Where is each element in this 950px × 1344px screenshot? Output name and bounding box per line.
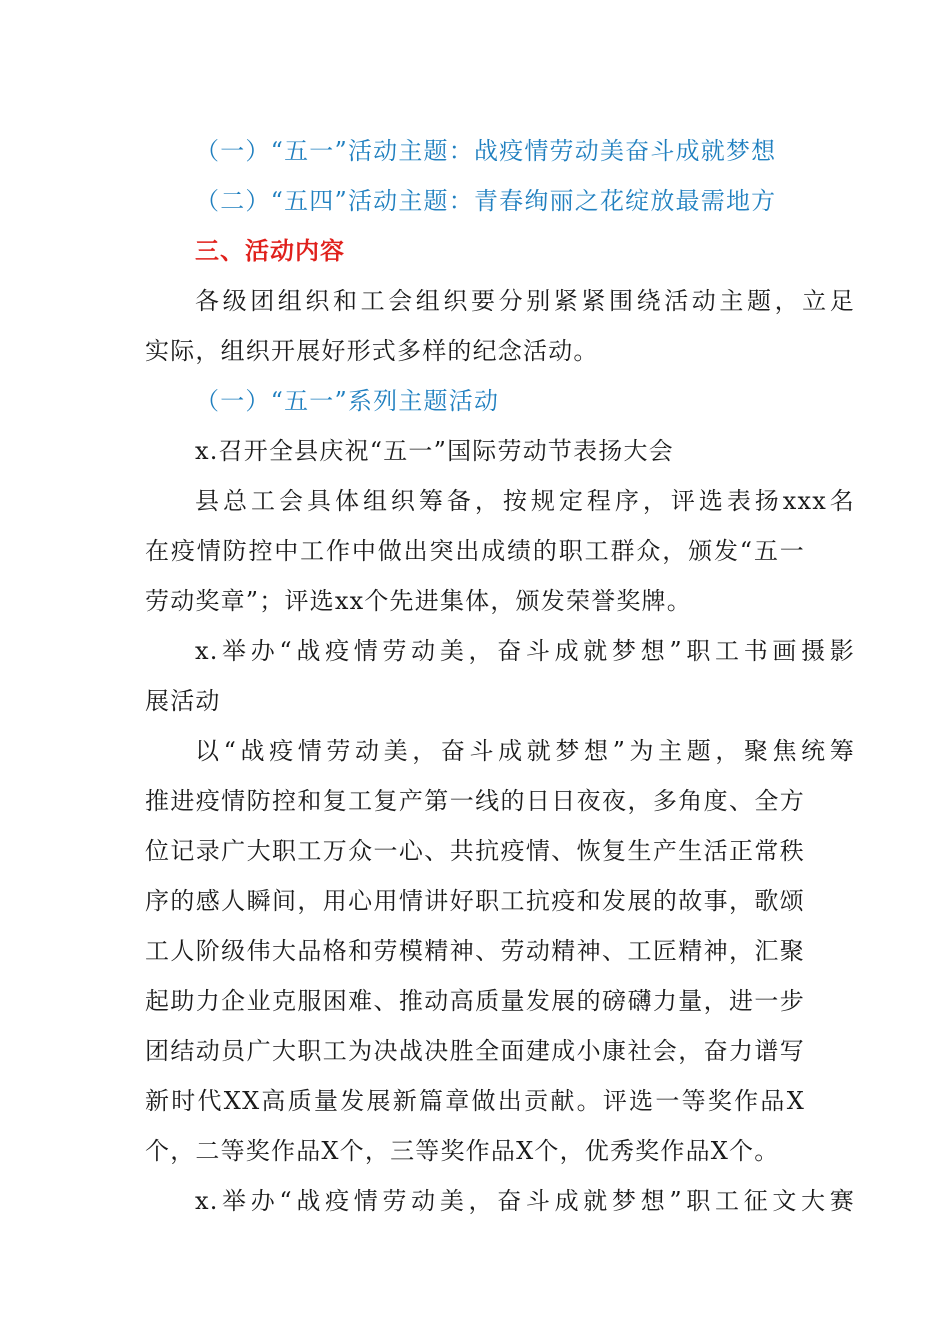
paragraph-line: 推进疫情防控和复工复产第一线的日日夜夜，多角度、全方 bbox=[145, 787, 805, 815]
paragraph-line: 劳动奖章”；评选xx个先进集体，颁发荣誉奖牌。 bbox=[145, 587, 692, 615]
paragraph-line: 县总工会具体组织筹备，按规定程序，评选表扬xxx名 bbox=[195, 487, 855, 515]
theme-item-may-fourth: （二）“五四”活动主题：青春绚丽之花绽放最需地方 bbox=[195, 187, 777, 215]
item-title: x.举办“战疫情劳动美，奋斗成就梦想”职工书画摄影 bbox=[195, 637, 855, 665]
item-title: x.举办“战疫情劳动美，奋斗成就梦想”职工征文大赛 bbox=[195, 1187, 855, 1215]
paragraph-line: 在疫情防控中工作中做出突出成绩的职工群众，颁发“五一 bbox=[145, 537, 805, 565]
paragraph-line: 以“战疫情劳动美，奋斗成就梦想”为主题，聚焦统筹 bbox=[195, 737, 855, 765]
intro-line: 各级团组织和工会组织要分别紧紧围绕活动主题，立足 bbox=[195, 287, 855, 315]
paragraph-line: 位记录广大职工万众一心、共抗疫情、恢复生产生活正常秩 bbox=[145, 837, 805, 865]
paragraph-line: 团结动员广大职工为决战决胜全面建成小康社会，奋力谱写 bbox=[145, 1037, 805, 1065]
item-title: 展活动 bbox=[145, 687, 221, 715]
item-title: x.召开全县庆祝“五一”国际劳动节表扬大会 bbox=[195, 437, 674, 465]
paragraph-line: 工人阶级伟大品格和劳模精神、劳动精神、工匠精神，汇聚 bbox=[145, 937, 805, 965]
section-heading: 三、活动内容 bbox=[195, 237, 345, 265]
paragraph-line: 个，二等奖作品X个，三等奖作品X个，优秀奖作品X个。 bbox=[145, 1137, 780, 1165]
paragraph-line: 起助力企业克服困难、推动高质量发展的磅礴力量，进一步 bbox=[145, 987, 805, 1015]
paragraph-line: 新时代XX高质量发展新篇章做出贡献。评选一等奖作品X bbox=[145, 1087, 805, 1115]
intro-line: 实际，组织开展好形式多样的纪念活动。 bbox=[145, 337, 599, 365]
sub-heading: （一）“五一”系列主题活动 bbox=[195, 387, 500, 415]
paragraph-line: 序的感人瞬间，用心用情讲好职工抗疫和发展的故事，歌颂 bbox=[145, 887, 805, 915]
theme-item-may-day: （一）“五一”活动主题：战疫情劳动美奋斗成就梦想 bbox=[195, 137, 777, 165]
